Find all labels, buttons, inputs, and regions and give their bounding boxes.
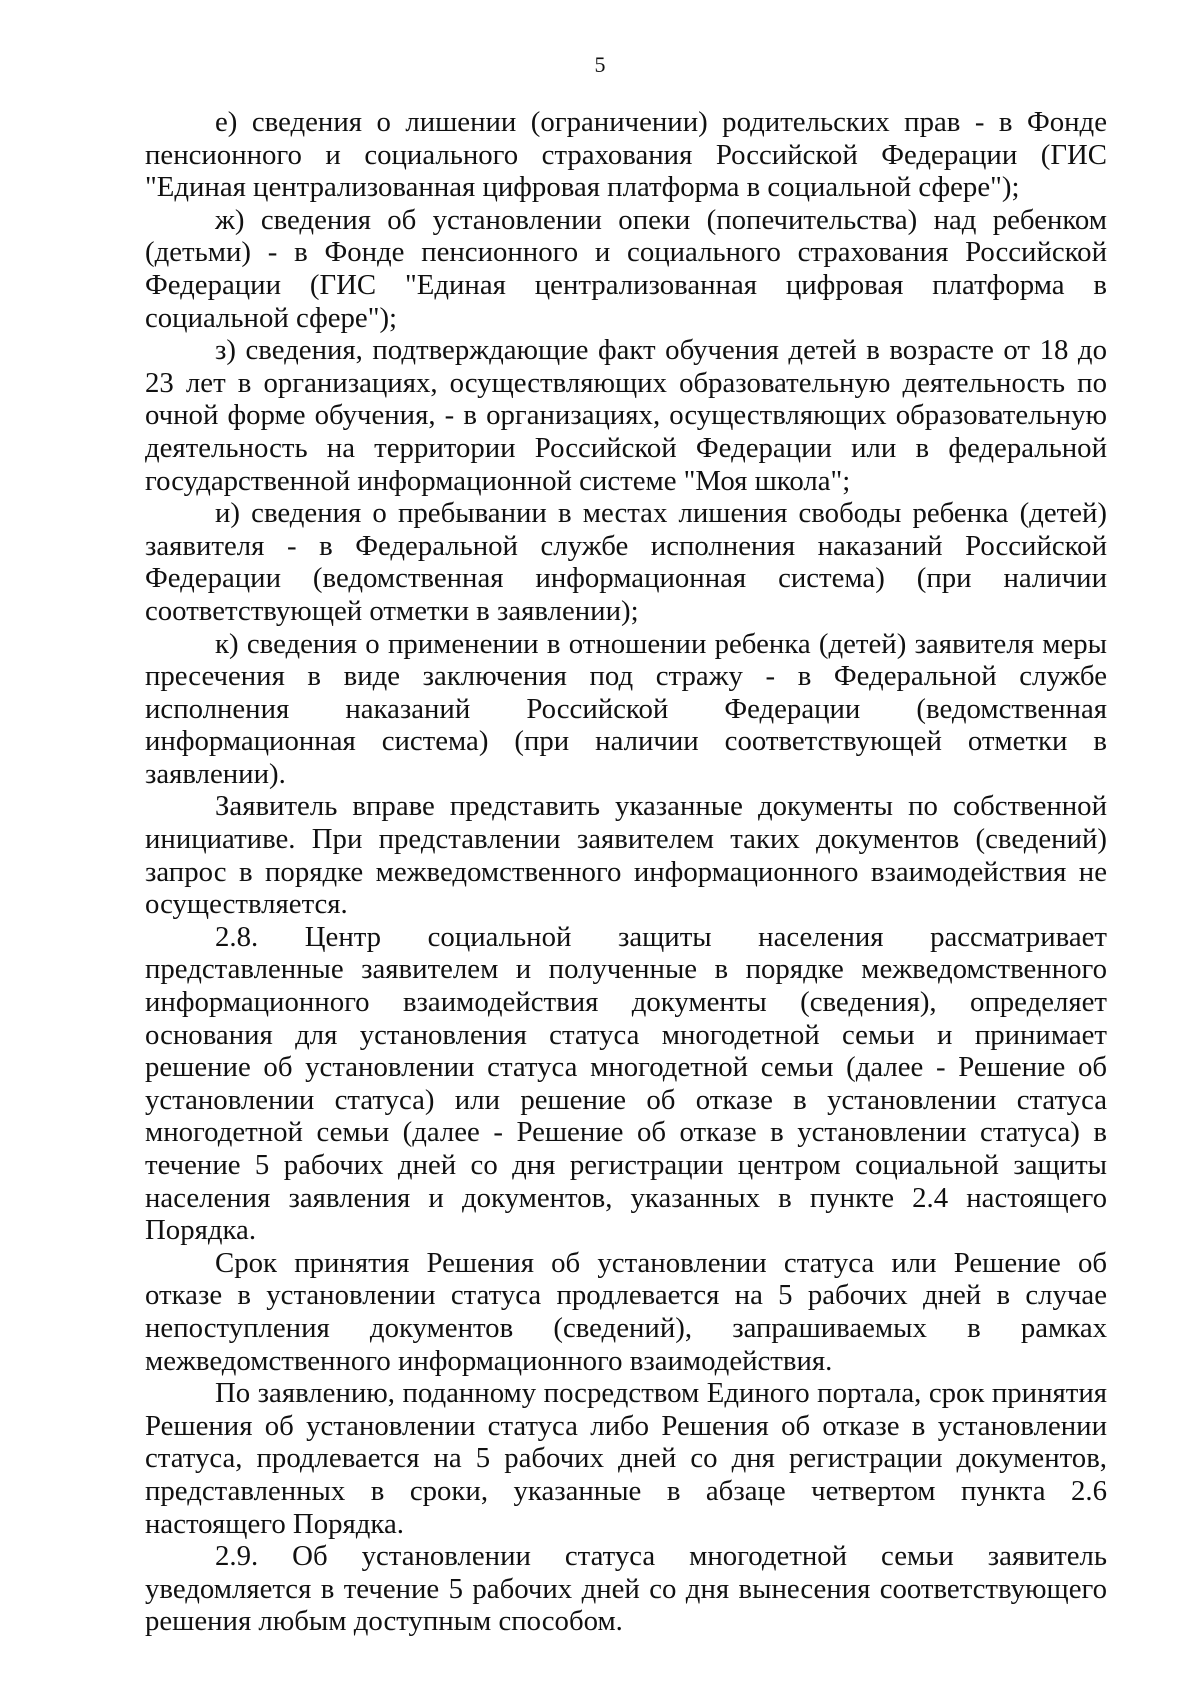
paragraph-2-8: 2.8. Центр социальной защиты населения рассматривает представленные заявителем и полученные в порядке межведомственного информационного взаимодействия документы (сведения), определяет основания для установления статуса многодетной семьи и принимает решение об установлении статуса многодетной семьи (далее - Решение об установлении статуса) или решение об отказе в установлении статуса многодетной семьи (далее - Решение об отказе в установлении статуса) в течение 5 рабочих дней со дня регистрации центром социальной защиты населения заявления и документов, указанных в пункте 2.4 настоящего Порядка. bbox=[145, 920, 1107, 1247]
paragraph-applicant-right: Заявитель вправе представить указанные документы по собственной инициативе. При представлении заявителем таких документов (сведений) запрос в порядке межведомственного информационного взаимодействия не осуществляется. bbox=[145, 790, 1107, 921]
paragraph-item-e: е) сведения о лишении (ограничении) родительских прав - в Фонде пенсионного и социального страхования Российской Федерации (ГИС "Единая централизованная цифровая платформа в социальной сфере"); bbox=[145, 106, 1107, 204]
paragraph-portal-application: По заявлению, поданному посредством Единого портала, срок принятия Решения об установлении статуса либо Решения об отказе в установлении статуса, продлевается на 5 рабочих дней со дня регистрации документов, представленных в сроки, указанные в абзаце четвертом пункта 2.6 настоящего Порядка. bbox=[145, 1377, 1107, 1540]
paragraph-2-9: 2.9. Об установлении статуса многодетной семьи заявитель уведомляется в течение 5 рабочих дней со дня вынесения соответствующего решения любым доступным способом. bbox=[145, 1540, 1107, 1638]
paragraph-item-i: и) сведения о пребывании в местах лишения свободы ребенка (детей) заявителя - в Федеральной службе исполнения наказаний Российской Федерации (ведомственная информационная система) (при наличии соответствующей отметки в заявлении); bbox=[145, 497, 1107, 627]
document-body bbox=[145, 106, 1107, 1638]
paragraph-decision-term: Срок принятия Решения об установлении статуса или Решение об отказе в установлении статуса продлевается на 5 рабочих дней в случае непоступления документов (сведений), запрашиваемых в рамках межведомственного информационного взаимодействия. bbox=[145, 1246, 1107, 1377]
paragraph-item-z: з) сведения, подтверждающие факт обучения детей в возрасте от 18 до 23 лет в организациях, осуществляющих образовательную деятельность по очной форме обучения, - в организациях, осуществляющих образовательную деятельность на территории Российской Федерации или в федеральной государственной информационной системе "Моя школа"; bbox=[145, 334, 1107, 497]
page-number: 5 bbox=[594, 52, 606, 77]
paragraph-item-k: к) сведения о применении в отношении ребенка (детей) заявителя меры пресечения в виде заключения под стражу - в Федеральной службе исполнения наказаний Российской Федерации (ведомственная информационная система) (при наличии соответствующей отметки в заявлении). bbox=[145, 627, 1107, 790]
paragraph-item-zh: ж) сведения об установлении опеки (попечительства) над ребенком (детьми) - в Фонде пенсионного и социального страхования Российской Федерации (ГИС "Единая централизованная цифровая платформа в социальной сфере"); bbox=[145, 203, 1107, 334]
